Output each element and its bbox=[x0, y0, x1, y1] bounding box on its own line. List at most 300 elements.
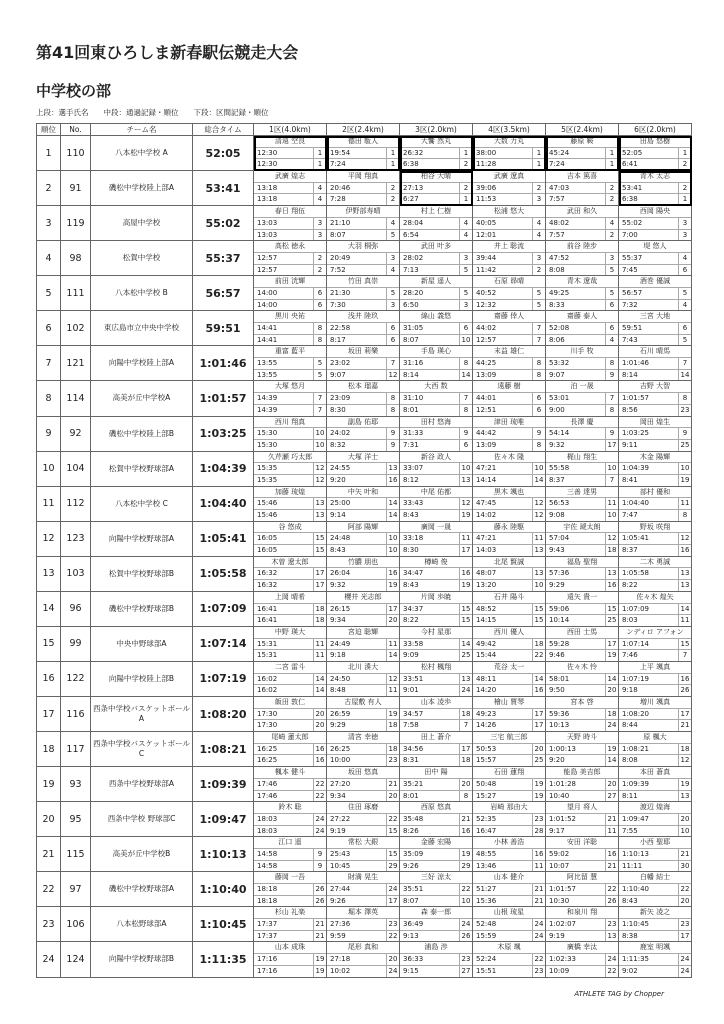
split-rank: 19 bbox=[532, 779, 545, 790]
bib-number-cell: 123 bbox=[61, 521, 91, 556]
leg-cell bbox=[473, 451, 546, 486]
leg-time: 18:18 bbox=[257, 896, 278, 905]
leg-time: 13:09 bbox=[476, 440, 497, 449]
split-rank: 15 bbox=[386, 849, 399, 860]
leg-cell bbox=[327, 486, 400, 521]
team-name-cell: 西条中学校 野球部C bbox=[91, 802, 193, 837]
split-time: 12:57 bbox=[257, 253, 278, 262]
split-time: 38:00 bbox=[476, 148, 497, 157]
bib-number-cell: 115 bbox=[61, 837, 91, 872]
split-rank: 15 bbox=[313, 533, 326, 544]
leg-cell bbox=[473, 626, 546, 661]
runner-name: 上平 颯真 bbox=[639, 662, 671, 671]
leg-cell bbox=[254, 136, 327, 171]
total-time-cell: 1:08:20 bbox=[193, 697, 254, 732]
leg-time: 6:50 bbox=[403, 300, 419, 309]
leg-rank: 3 bbox=[532, 194, 545, 205]
leg-time: 9:18 bbox=[622, 686, 638, 695]
leg-cell bbox=[619, 802, 692, 837]
leg-rank: 17 bbox=[678, 931, 691, 942]
leg-rank: 24 bbox=[532, 931, 545, 942]
runner-name: 清遠 空良 bbox=[274, 137, 306, 145]
team-name-cell: 高屋中学校 bbox=[91, 206, 193, 241]
split-rank: 12 bbox=[459, 498, 472, 509]
leg-time: 16:41 bbox=[257, 616, 278, 625]
leg-time: 12:51 bbox=[476, 405, 497, 414]
leg-rank: 2 bbox=[313, 265, 326, 276]
leg-cell bbox=[473, 837, 546, 872]
split-time: 27:44 bbox=[330, 885, 351, 893]
runner-name: 西川 優人 bbox=[493, 627, 525, 636]
leg-cell bbox=[400, 381, 473, 416]
leg-time: 7:46 bbox=[622, 651, 638, 660]
leg-rank: 12 bbox=[678, 755, 691, 766]
split-time: 48:07 bbox=[476, 569, 497, 578]
leg-time: 14:15 bbox=[476, 616, 497, 625]
leg-rank: 5 bbox=[386, 230, 399, 241]
leg-cell bbox=[473, 767, 546, 802]
leg-cell bbox=[400, 837, 473, 872]
leg-cell bbox=[400, 311, 473, 346]
leg-cell bbox=[619, 697, 692, 732]
runner-name: 佐々木 怜 bbox=[566, 662, 598, 671]
runner-name: 武廣 煌志 bbox=[274, 172, 306, 181]
leg-time: 10:07 bbox=[549, 861, 570, 870]
split-time: 31:33 bbox=[403, 429, 424, 438]
runner-name: 堀本 澤英 bbox=[347, 908, 379, 917]
rank-cell: 19 bbox=[37, 767, 61, 802]
leg-time: 16:47 bbox=[476, 826, 497, 835]
leg-rank: 2 bbox=[678, 159, 691, 170]
split-rank: 22 bbox=[532, 954, 545, 965]
table-row bbox=[37, 241, 692, 276]
leg-cell bbox=[400, 626, 473, 661]
runner-name: 常松 大銀 bbox=[347, 838, 379, 847]
runner-name: 三宅 航三郎 bbox=[490, 733, 528, 742]
split-time: 53:01 bbox=[549, 394, 570, 403]
split-rank: 19 bbox=[313, 954, 326, 965]
leg-cell bbox=[619, 521, 692, 556]
total-time-cell: 1:09:47 bbox=[193, 802, 254, 837]
leg-rank: 7 bbox=[313, 405, 326, 416]
leg-rank: 13 bbox=[532, 545, 545, 556]
split-time: 1:10:40 bbox=[622, 885, 649, 893]
team-name-cell: 松賀中学校野球部A bbox=[91, 451, 193, 486]
split-rank: 16 bbox=[386, 568, 399, 579]
split-time: 35:51 bbox=[403, 885, 424, 893]
leg-rank: 21 bbox=[678, 720, 691, 731]
leg-time: 14:58 bbox=[257, 861, 278, 870]
split-time: 33:07 bbox=[403, 464, 424, 473]
leg-cell bbox=[254, 591, 327, 626]
leg-cell bbox=[473, 486, 546, 521]
runner-name: 増川 颯真 bbox=[639, 698, 671, 706]
total-time-cell: 1:05:58 bbox=[193, 556, 254, 591]
split-rank: 17 bbox=[459, 744, 472, 755]
split-time: 1:01:52 bbox=[549, 814, 576, 823]
split-rank: 15 bbox=[678, 639, 691, 650]
runner-name: 村上 仁樹 bbox=[420, 207, 452, 216]
split-time: 15:46 bbox=[257, 499, 278, 508]
leg-rank: 13 bbox=[678, 580, 691, 591]
leg-time: 9:07 bbox=[330, 370, 346, 379]
leg-rank: 19 bbox=[313, 966, 326, 977]
leg-cell bbox=[254, 872, 327, 907]
split-rank: 6 bbox=[313, 288, 326, 299]
leg-cell bbox=[546, 942, 619, 977]
runner-name: 檜山 賈琴 bbox=[493, 698, 525, 706]
runner-name: 渡辺 煌海 bbox=[639, 803, 671, 812]
leg-rank: 4 bbox=[386, 265, 399, 276]
split-rank: 21 bbox=[678, 849, 691, 860]
leg-cell bbox=[546, 802, 619, 837]
runner-name: 前谷 陸步 bbox=[566, 242, 598, 251]
split-time: 34:37 bbox=[403, 604, 424, 613]
leg-time: 8:38 bbox=[622, 931, 638, 940]
leg-cell bbox=[327, 241, 400, 276]
split-time: 33:58 bbox=[403, 639, 424, 648]
runner-name: 武田 叶多 bbox=[420, 242, 452, 251]
split-rank: 8 bbox=[532, 358, 545, 369]
table-row bbox=[37, 136, 692, 171]
runner-name: 小林 善浩 bbox=[493, 838, 525, 847]
total-time-cell: 1:10:45 bbox=[193, 907, 254, 942]
leg-time: 7:52 bbox=[330, 265, 346, 274]
split-time: 14:00 bbox=[257, 288, 278, 297]
leg-cell bbox=[400, 136, 473, 171]
split-rank: 24 bbox=[386, 884, 399, 895]
split-time: 13:03 bbox=[257, 218, 278, 227]
split-rank: 20 bbox=[459, 779, 472, 790]
runner-name: 西岡 陽央 bbox=[639, 207, 671, 216]
leg-cell bbox=[546, 837, 619, 872]
split-rank: 16 bbox=[678, 674, 691, 685]
runner-name: 齋藤 倖人 bbox=[493, 312, 525, 321]
bib-number-cell: 122 bbox=[61, 661, 91, 696]
leg-rank: 4 bbox=[459, 230, 472, 241]
leg-time: 13:20 bbox=[476, 581, 497, 590]
header-leg-5: 5区(2.4km) bbox=[546, 124, 619, 136]
leg-cell bbox=[254, 451, 327, 486]
rank-cell: 15 bbox=[37, 626, 61, 661]
leg-cell bbox=[619, 276, 692, 311]
leg-time: 9:07 bbox=[549, 370, 565, 379]
split-rank: 1 bbox=[313, 148, 326, 159]
runner-name: 武田 和久 bbox=[566, 207, 598, 216]
table-row bbox=[37, 346, 692, 381]
split-rank: 10 bbox=[532, 463, 545, 474]
leg-time: 8:56 bbox=[622, 405, 638, 414]
split-time: 27:22 bbox=[330, 814, 351, 823]
leg-cell bbox=[400, 732, 473, 767]
leg-rank: 22 bbox=[313, 791, 326, 802]
split-time: 31:16 bbox=[403, 359, 424, 368]
runner-name: 遠藤 樹 bbox=[497, 382, 521, 391]
runner-name: 部村 優和 bbox=[639, 487, 671, 496]
runner-name: 井上 聡流 bbox=[493, 242, 525, 251]
leg-rank: 14 bbox=[605, 755, 618, 766]
leg-rank: 15 bbox=[459, 615, 472, 626]
leg-rank: 6 bbox=[605, 300, 618, 311]
leg-rank: 25 bbox=[678, 440, 691, 451]
leg-time: 17:16 bbox=[257, 966, 278, 975]
split-time: 26:25 bbox=[330, 744, 351, 753]
leg-rank: 2 bbox=[605, 230, 618, 241]
runner-name: 浅井 陸玖 bbox=[347, 312, 379, 321]
team-name-cell: 松賀中学校野球部B bbox=[91, 556, 193, 591]
split-time: 35:48 bbox=[403, 814, 424, 823]
leg-time: 14:03 bbox=[476, 546, 497, 555]
runner-name: 松浦 悠大 bbox=[493, 207, 525, 216]
leg-time: 8:43 bbox=[403, 581, 419, 590]
leg-time: 8:32 bbox=[330, 440, 346, 449]
team-name-cell: 向陽中学校野球部A bbox=[91, 521, 193, 556]
leg-cell bbox=[254, 942, 327, 977]
split-time: 23:02 bbox=[330, 359, 351, 368]
leg-cell bbox=[473, 346, 546, 381]
leg-time: 8:37 bbox=[622, 546, 638, 555]
leg-time: 7:47 bbox=[622, 511, 638, 519]
runner-name: 泊 一晟 bbox=[570, 382, 594, 391]
leg-time: 10:45 bbox=[330, 861, 351, 870]
leg-time: 9:26 bbox=[330, 896, 346, 905]
leg-cell bbox=[400, 907, 473, 942]
rank-cell: 9 bbox=[37, 416, 61, 451]
leg-rank: 17 bbox=[386, 896, 399, 907]
runner-name: 酒巻 優誠 bbox=[639, 277, 671, 286]
split-rank: 4 bbox=[532, 218, 545, 229]
split-time: 57:04 bbox=[549, 534, 570, 543]
leg-time: 8:07 bbox=[403, 335, 419, 344]
team-name-cell: 西条中学校バスケットボールA bbox=[91, 697, 193, 732]
table-row bbox=[37, 872, 692, 907]
leg-time: 7:45 bbox=[622, 265, 638, 274]
leg-rank: 6 bbox=[386, 335, 399, 346]
leg-cell bbox=[473, 732, 546, 767]
split-rank: 22 bbox=[459, 884, 472, 895]
runner-name: 谷 悠成 bbox=[278, 522, 302, 531]
split-time: 34:56 bbox=[403, 744, 424, 753]
leg-cell bbox=[400, 171, 473, 206]
split-rank: 2 bbox=[386, 183, 399, 194]
leg-time: 15:46 bbox=[257, 511, 278, 519]
leg-rank: 17 bbox=[459, 545, 472, 556]
leg-rank: 16 bbox=[678, 545, 691, 556]
leg-cell bbox=[400, 346, 473, 381]
split-time: 59:51 bbox=[622, 324, 643, 332]
leg-cell bbox=[327, 732, 400, 767]
leg-rank: 11 bbox=[313, 650, 326, 661]
runner-name: 大西 数 bbox=[424, 382, 448, 391]
leg-rank: 5 bbox=[678, 335, 691, 346]
split-time: 49:23 bbox=[476, 709, 497, 718]
leg-rank: 19 bbox=[532, 791, 545, 802]
split-rank: 13 bbox=[386, 463, 399, 474]
leg-cell bbox=[327, 206, 400, 241]
split-rank: 2 bbox=[459, 183, 472, 194]
split-rank: 8 bbox=[459, 358, 472, 369]
rank-cell: 21 bbox=[37, 837, 61, 872]
split-rank: 7 bbox=[313, 393, 326, 404]
runner-name: 福島 聖翔 bbox=[566, 557, 598, 566]
leg-rank: 3 bbox=[678, 230, 691, 241]
runner-name: 石原 昴晴 bbox=[493, 277, 525, 286]
runner-name: 岩崎 那由大 bbox=[490, 803, 528, 812]
leg-time: 9:20 bbox=[330, 475, 346, 484]
split-rank: 3 bbox=[605, 253, 618, 264]
split-rank: 6 bbox=[678, 323, 691, 334]
leg-rank: 18 bbox=[459, 755, 472, 766]
split-rank: 3 bbox=[532, 253, 545, 264]
leg-cell bbox=[254, 241, 327, 276]
split-time: 24:02 bbox=[330, 429, 351, 438]
leg-rank: 6 bbox=[313, 300, 326, 311]
split-rank: 20 bbox=[605, 779, 618, 790]
runner-name: 上岡 晴希 bbox=[274, 592, 306, 601]
rank-cell: 4 bbox=[37, 241, 61, 276]
bib-number-cell: 98 bbox=[61, 241, 91, 276]
leg-time: 10:00 bbox=[330, 756, 351, 765]
split-rank: 21 bbox=[386, 779, 399, 790]
split-rank: 3 bbox=[678, 218, 691, 229]
leg-cell bbox=[546, 381, 619, 416]
runner-name: 田村 悠海 bbox=[420, 417, 452, 426]
footer-credit: ATHLETE TAG by Chopper bbox=[574, 990, 664, 998]
runner-name: 飯田 敦仁 bbox=[274, 698, 306, 706]
total-time-cell: 1:09:39 bbox=[193, 767, 254, 802]
leg-cell bbox=[254, 626, 327, 661]
total-time-cell: 1:05:41 bbox=[193, 521, 254, 556]
leg-cell bbox=[619, 872, 692, 907]
leg-cell bbox=[327, 942, 400, 977]
leg-cell bbox=[619, 626, 692, 661]
split-rank: 23 bbox=[459, 954, 472, 965]
leg-time: 16:02 bbox=[257, 686, 278, 695]
runner-name: 山本 凌歩 bbox=[420, 698, 452, 706]
total-time-cell: 1:01:46 bbox=[193, 346, 254, 381]
split-rank: 11 bbox=[386, 639, 399, 650]
runner-name: 川手 牧 bbox=[570, 347, 594, 356]
leg-time: 15:44 bbox=[476, 651, 497, 660]
leg-rank: 14 bbox=[459, 370, 472, 381]
table-row bbox=[37, 591, 692, 626]
leg-cell bbox=[619, 591, 692, 626]
leg-cell bbox=[546, 556, 619, 591]
split-time: 17:16 bbox=[257, 955, 278, 964]
bib-number-cell: 106 bbox=[61, 907, 91, 942]
split-time: 1:08:21 bbox=[622, 744, 649, 753]
runner-name: 尾形 真和 bbox=[347, 943, 379, 952]
runner-name: 新谷 政人 bbox=[420, 452, 452, 461]
runner-name: 西原 悠真 bbox=[420, 803, 452, 812]
split-time: 18:18 bbox=[257, 885, 278, 893]
split-rank: 3 bbox=[459, 253, 472, 264]
bib-number-cell: 96 bbox=[61, 591, 91, 626]
leg-cell bbox=[546, 697, 619, 732]
runner-name: 大塚 悠月 bbox=[274, 382, 306, 391]
runner-name: 木金 陽輝 bbox=[639, 452, 671, 461]
split-rank: 26 bbox=[313, 884, 326, 895]
leg-time: 15:27 bbox=[476, 791, 497, 800]
runner-name: 長澤 慶 bbox=[570, 417, 594, 426]
header-no: No. bbox=[61, 124, 91, 136]
split-rank: 20 bbox=[678, 814, 691, 825]
leg-rank: 20 bbox=[386, 791, 399, 802]
leg-time: 11:42 bbox=[476, 265, 497, 274]
split-time: 31:05 bbox=[403, 324, 424, 332]
leg-time: 8:48 bbox=[330, 686, 346, 695]
rank-cell: 12 bbox=[37, 521, 61, 556]
leg-rank: 2 bbox=[459, 159, 472, 170]
leg-rank: 9 bbox=[386, 440, 399, 451]
header-leg-2: 2区(2.4km) bbox=[327, 124, 400, 136]
leg-cell bbox=[400, 521, 473, 556]
runner-name: 天野 時斗 bbox=[566, 733, 598, 742]
split-rank: 7 bbox=[605, 393, 618, 404]
split-time: 59:06 bbox=[549, 604, 570, 613]
split-rank: 14 bbox=[386, 498, 399, 509]
runner-name: 新屋 遥人 bbox=[420, 277, 452, 286]
table-row bbox=[37, 837, 692, 872]
rank-cell: 17 bbox=[37, 697, 61, 732]
leg-cell bbox=[327, 451, 400, 486]
leg-cell bbox=[327, 767, 400, 802]
runner-name: 楓本 健斗 bbox=[274, 768, 306, 777]
runner-name: 伊野部寿晴 bbox=[345, 207, 381, 216]
leg-time: 9:29 bbox=[330, 721, 346, 730]
split-time: 1:10:45 bbox=[622, 920, 649, 929]
leg-time: 14:39 bbox=[257, 405, 278, 414]
split-rank: 2 bbox=[313, 253, 326, 264]
leg-time: 7:58 bbox=[403, 721, 419, 730]
leg-cell bbox=[254, 311, 327, 346]
leg-rank: 24 bbox=[459, 685, 472, 696]
runner-name: 廣橋 幸汰 bbox=[566, 943, 598, 952]
split-rank: 1 bbox=[678, 148, 691, 159]
leg-time: 9:59 bbox=[330, 931, 346, 940]
total-time-cell: 1:11:35 bbox=[193, 942, 254, 977]
split-time: 47:45 bbox=[476, 499, 497, 508]
leg-rank: 5 bbox=[532, 300, 545, 311]
bib-number-cell: 110 bbox=[61, 136, 91, 171]
runner-name: 二木 勇誠 bbox=[639, 557, 671, 566]
leg-cell bbox=[473, 661, 546, 696]
leg-rank: 1 bbox=[532, 159, 545, 170]
split-rank: 9 bbox=[678, 428, 691, 439]
runner-name: 坂田 悠真 bbox=[347, 768, 379, 777]
split-time: 1:01:46 bbox=[622, 359, 649, 368]
leg-cell bbox=[400, 486, 473, 521]
leg-time: 8:31 bbox=[403, 756, 419, 765]
runner-name: 岡田 煌生 bbox=[639, 417, 671, 426]
split-rank: 19 bbox=[386, 709, 399, 720]
leg-rank: 14 bbox=[678, 370, 691, 381]
leg-time: 8:17 bbox=[330, 335, 346, 344]
split-time: 25:43 bbox=[330, 849, 351, 858]
bib-number-cell: 95 bbox=[61, 802, 91, 837]
split-rank: 5 bbox=[459, 288, 472, 299]
split-time: 33:18 bbox=[403, 534, 424, 543]
split-rank: 9 bbox=[532, 428, 545, 439]
split-rank: 7 bbox=[386, 358, 399, 369]
split-rank: 23 bbox=[605, 919, 618, 930]
leg-rank: 26 bbox=[605, 896, 618, 907]
leg-time: 9:13 bbox=[403, 931, 419, 940]
bib-number-cell: 102 bbox=[61, 311, 91, 346]
leg-cell bbox=[546, 136, 619, 171]
split-rank: 15 bbox=[532, 604, 545, 615]
leg-cell bbox=[400, 942, 473, 977]
